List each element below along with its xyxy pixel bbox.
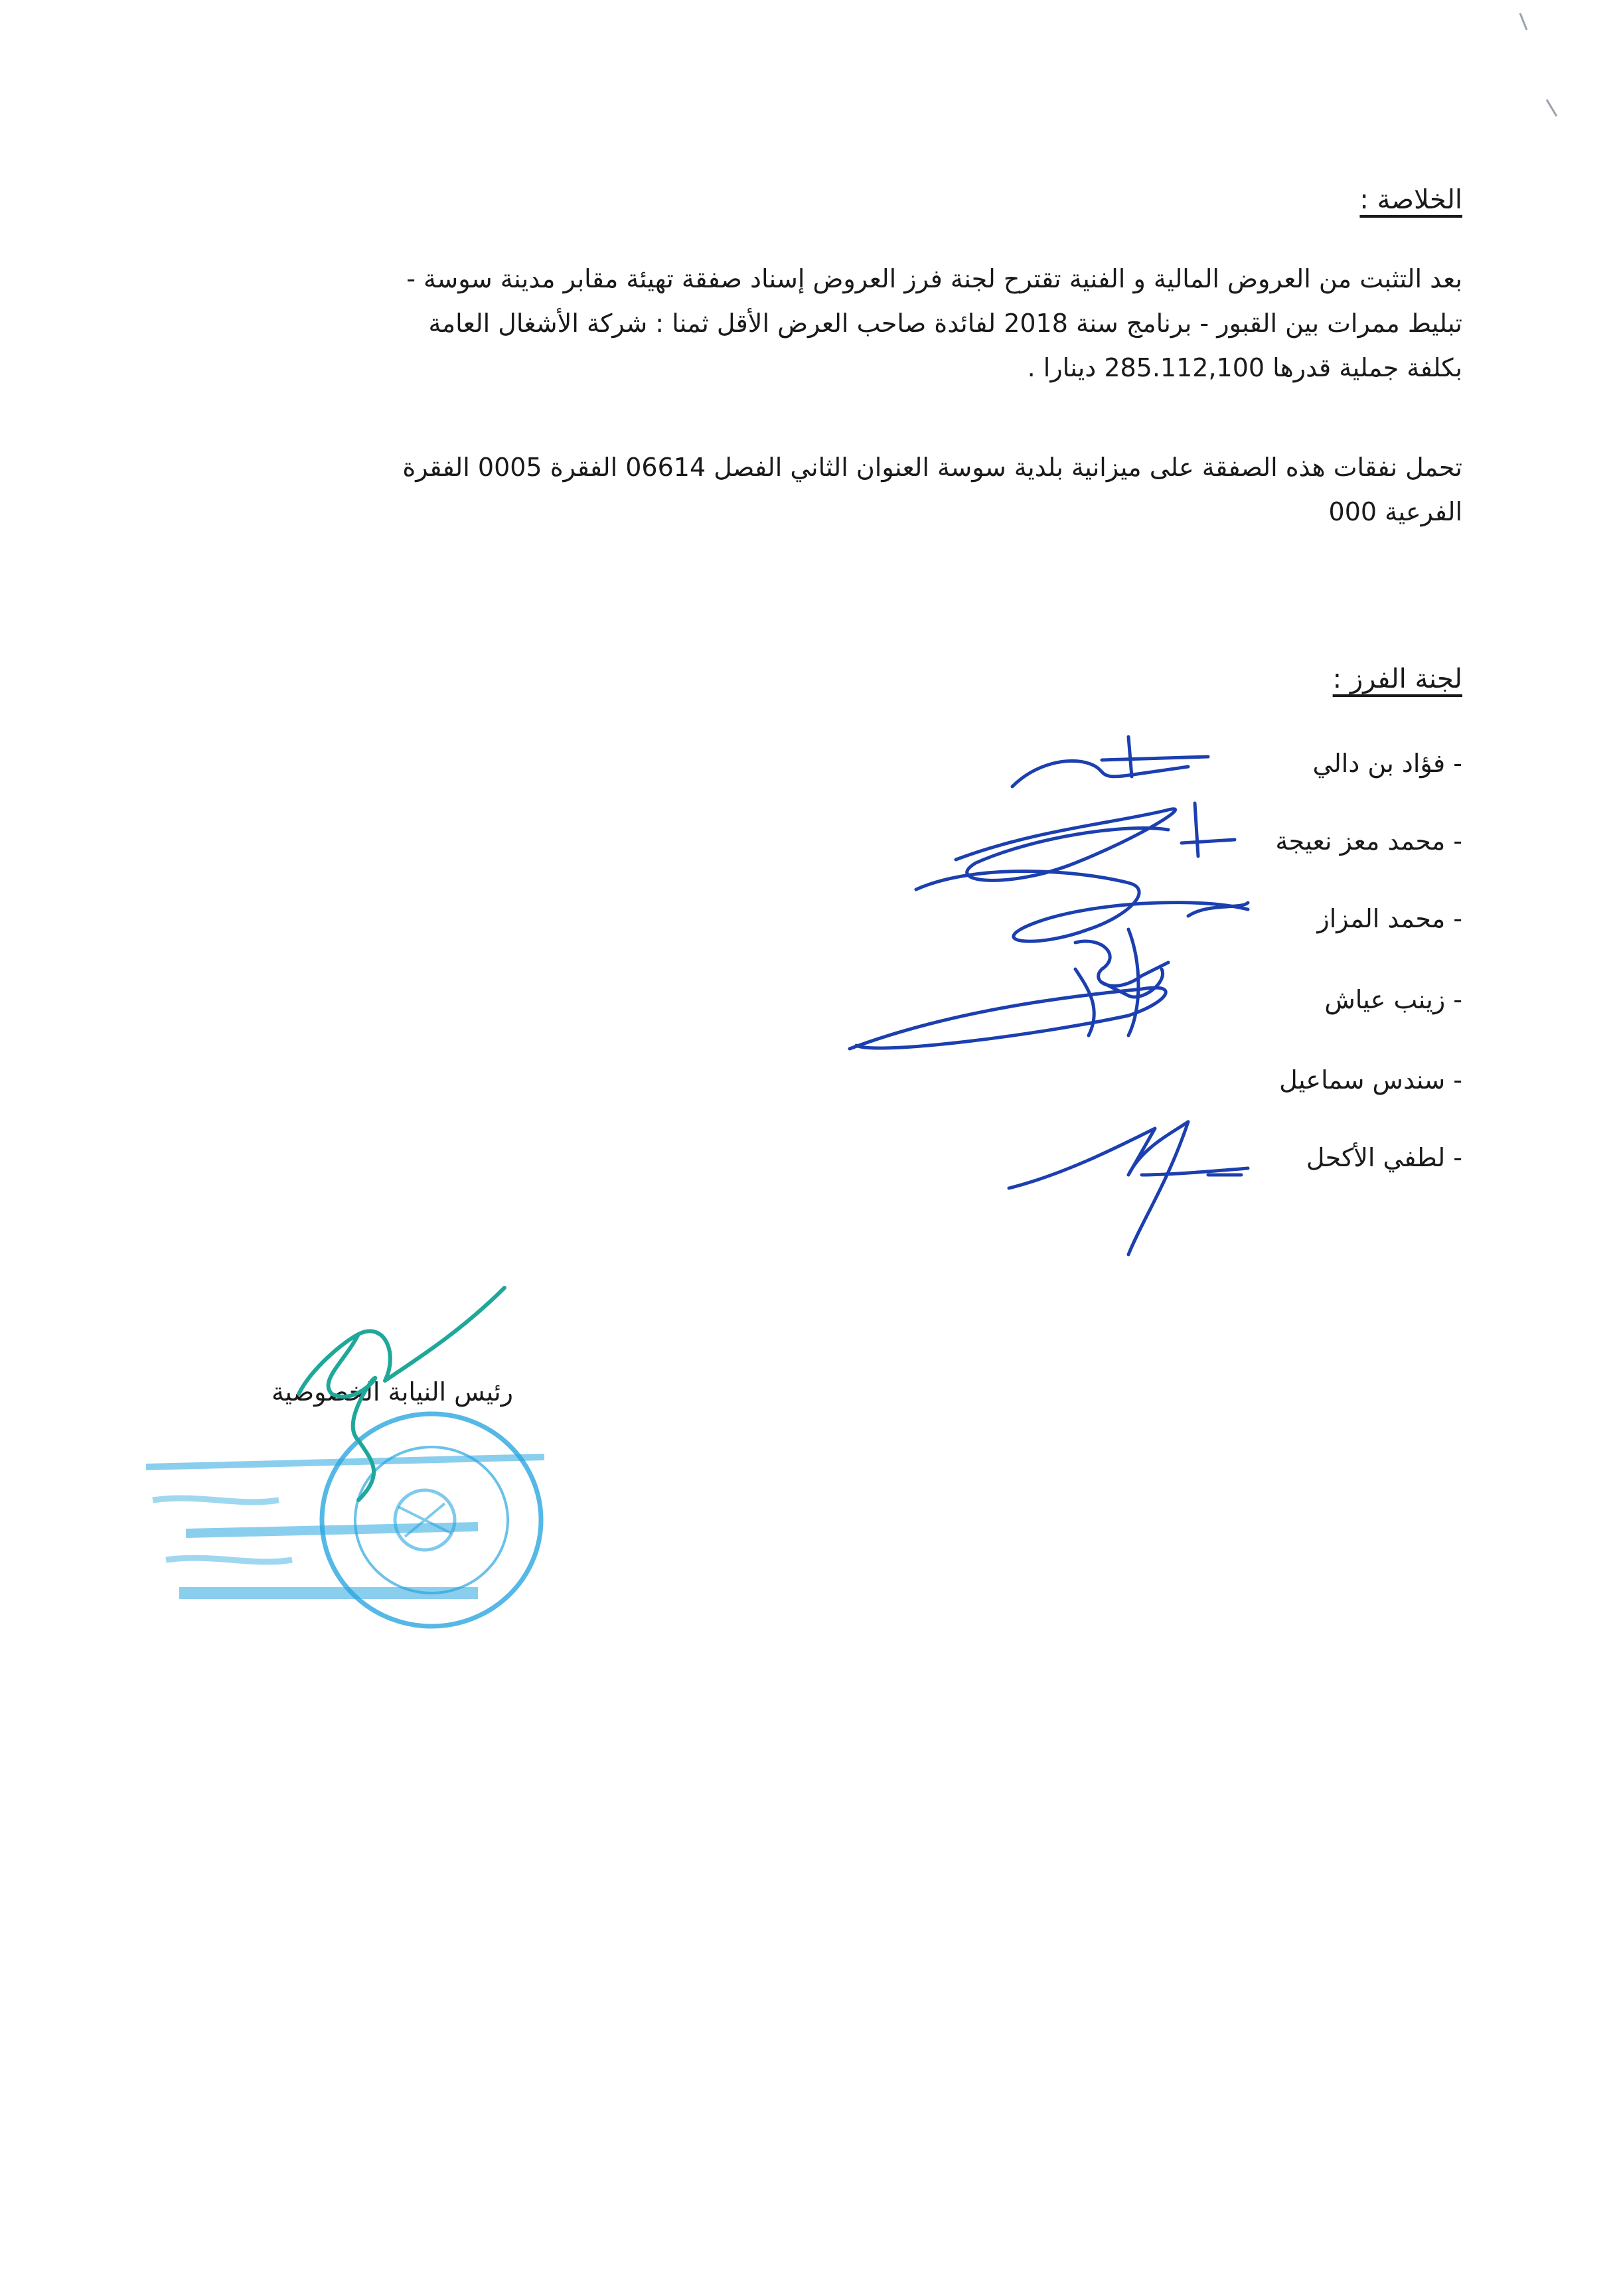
committee-member-1: - فؤاد بن دالي [1312, 749, 1462, 778]
committee-member-2: - محمد معز نعيجة [1275, 826, 1462, 856]
summary-heading: الخلاصة : [1359, 185, 1462, 215]
signature-4 [850, 969, 1166, 1049]
official-stamp [146, 1414, 544, 1626]
signature-6 [1009, 1122, 1248, 1255]
signature-5 [1075, 929, 1168, 1035]
committee-member-4: - زينب عياش [1324, 985, 1462, 1014]
committee-member-6: - لطفي الأكحل [1306, 1143, 1462, 1172]
president-title: رئيس النيابة الخصوصية [271, 1377, 513, 1407]
committee-signatures [850, 737, 1248, 1255]
budget-line-1: تحمل نفقات هذه الصفقة على ميزانية بلدية سوسة العنوان الثاني الفصل 06614 الفقرة 0005 الفقرة [402, 453, 1462, 482]
committee-member-3: - محمد المزاز [1317, 904, 1462, 933]
committee-member-5: - سندس سماعيل [1279, 1065, 1462, 1095]
committee-heading: لجنة الفرز : [1332, 664, 1462, 694]
summary-line-3: بكلفة جملية قدرها 285.112,100 دينارا . [1027, 353, 1462, 382]
signature-3 [916, 872, 1248, 942]
summary-line-1: بعد التثبت من العروض المالية و الفنية تقترح لجنة فرز العروض إسناد صفقة تهيئة مقابر مدينة سوسة - [406, 264, 1462, 293]
corner-mark [1520, 13, 1557, 116]
summary-line-2: تبليط ممرات بين القبور - برنامج سنة 2018 لفائدة صاحب العرض الأقل ثمنا : شركة الأشغال العامة [428, 309, 1462, 338]
signature-2 [956, 803, 1235, 880]
signature-1 [1012, 737, 1208, 787]
budget-line-2: الفرعية 000 [1328, 497, 1462, 526]
